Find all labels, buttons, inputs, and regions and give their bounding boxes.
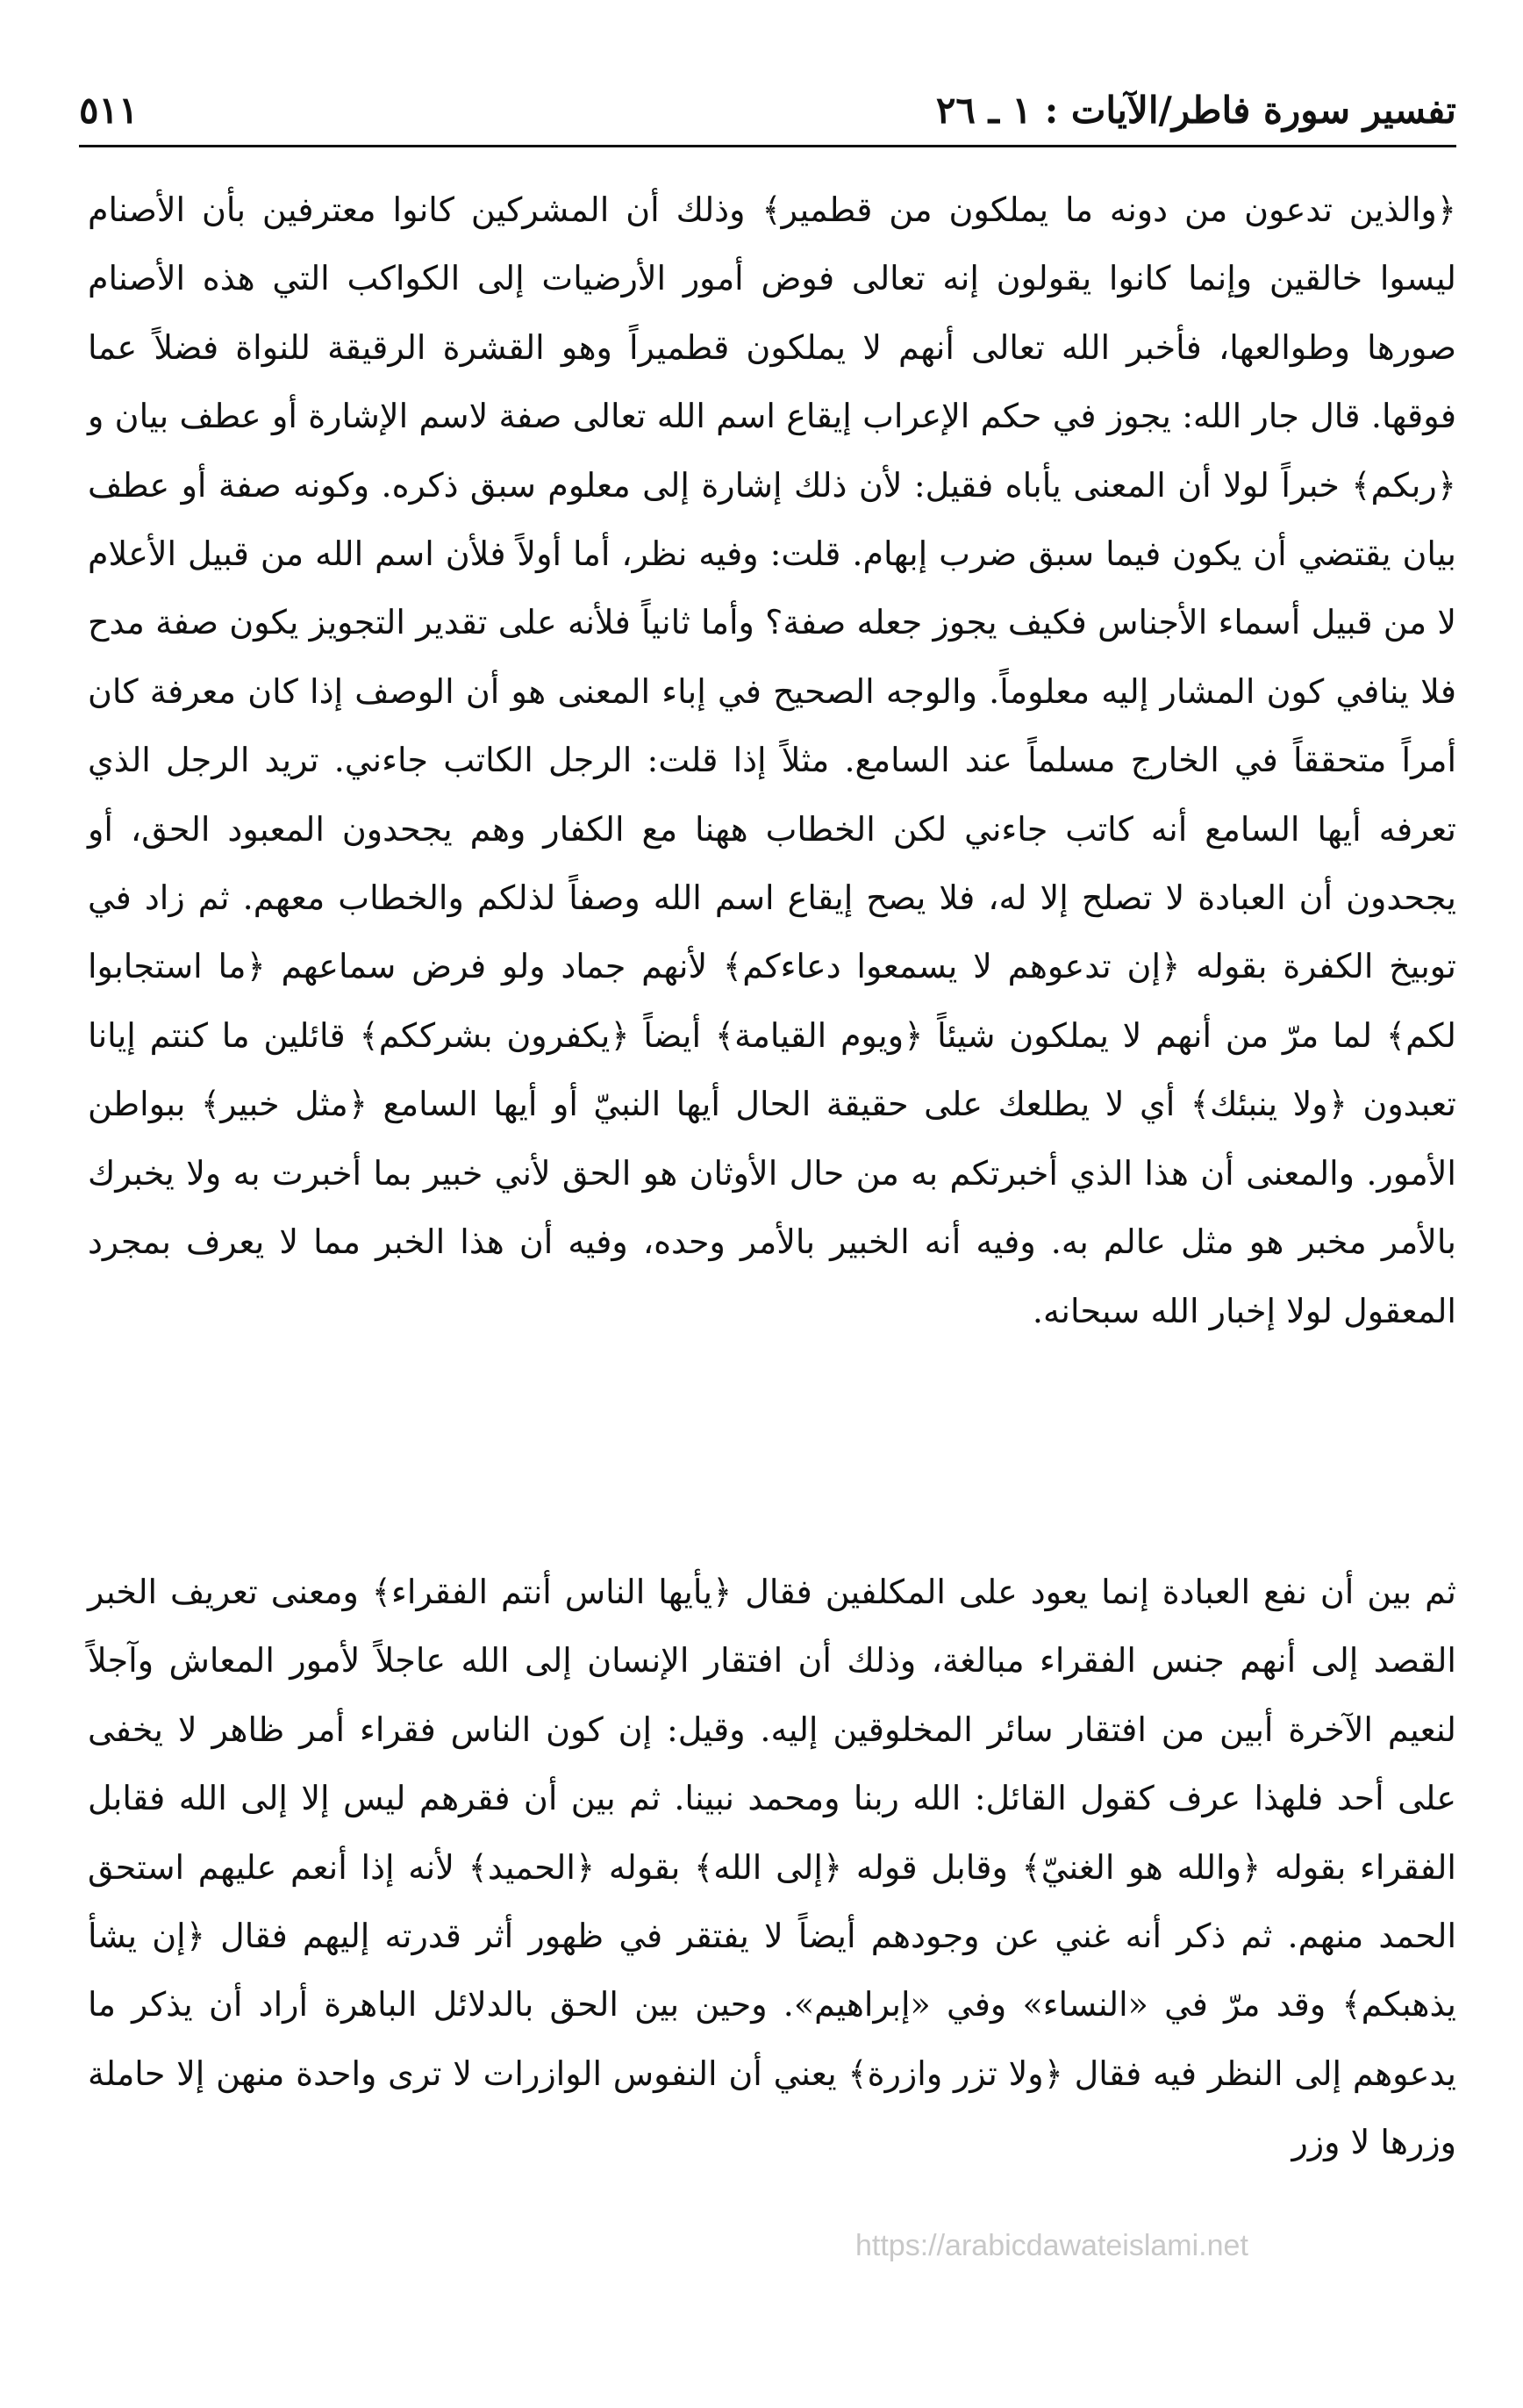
header-divider (79, 145, 1456, 147)
running-title: تفسير سورة فاطر/الآيات : ١ ـ ٢٦ (935, 89, 1456, 132)
page-number: ٥١١ (79, 89, 139, 132)
watermark-url: https://arabicdawateislami.net (855, 2229, 1248, 2262)
page-header (79, 83, 1456, 145)
body-paragraph: ﴿والذين تدعون من دونه ما يملكون من قطمير﴾ وذلك أن المشركين كانوا معترفين بأن الأصنام ليسوا خالقين وإنما كانوا يقولون إنه تعالى فوض أمور الأرضيات إلى الكواكب التي هذه الأصنام صورها وطوالعها، فأخبر الله تعالى أنهم لا يملكون قطميراً وهو القشرة الرقيقة للنواة فضلاً عما فوقها. قال جار الله: يجوز في حكم الإعراب إيقاع اسم الله تعالى صفة لاسم الإشارة أو عطف بيان و ﴿ربكم﴾ خبراً لولا أن المعنى يأباه فقيل: لأن ذلك إشارة إلى معلوم سبق ذكره. وكونه صفة أو عطف بيان يقتضي أن يكون فيما سبق ضرب إبهام. قلت: وفيه نظر، أما أولاً فلأن اسم الله من قبيل الأعلام لا من قبيل أسماء الأجناس فكيف يجوز جعله صفة؟ وأما ثانياً فلأنه على تقدير التجويز يكون صفة مدح فلا ينافي كون المشار إليه معلوماً. والوجه الصحيح في إباء المعنى هو أن الوصف إذا كان معرفة كان أمراً متحققاً في الخارج مسلماً عند السامع. مثلاً إذا قلت: الرجل الكاتب جاءني. تريد الرجل الذي تعرفه أيها السامع أنه كاتب جاءني لكن الخطاب ههنا مع الكفار وهم يجحدون المعبود الحق، أو يجحدون أن العبادة لا تصلح إلا له، فلا يصح إيقاع اسم الله وصفاً لذلكم والخطاب معهم. ثم زاد في توبيخ الكفرة بقوله ﴿إن تدعوهم لا يسمعوا دعاءكم﴾ لأنهم جماد ولو فرض سماعهم ﴿ما استجابوا لكم﴾ لما مرّ من أنهم لا يملكون شيئاً ﴿ويوم القيامة﴾ أيضاً ﴿يكفرون بشرككم﴾ قائلين ما كنتم إيانا تعبدون ﴿ولا ينبئك﴾ أي لا يطلعك على حقيقة الحال أيها النبيّ أو أيها السامع ﴿مثل خبير﴾ ببواطن الأمور. والمعنى أن هذا الذي أخبرتكم به من حال الأوثان هو الحق لأني خبير بما أخبرت به ولا يخبرك بالأمر مخبر هو مثل عالم به. وفيه أنه الخبير بالأمر وحده، وفيه أن هذا الخبر مما لا يعرف بمجرد المعقول لولا إخبار الله سبحانه. (88, 190, 1456, 1330)
body-paragraph: ثم بين أن نفع العبادة إنما يعود على المكلفين فقال ﴿يأيها الناس أنتم الفقراء﴾ ومعنى تعريف الخبر القصد إلى أنهم جنس الفقراء مبالغة، وذلك أن افتقار الإنسان إلى الله عاجلاً لأمور المعاش وآجلاً لنعيم الآخرة أبين من افتقار سائر المخلوقين إليه. وقيل: إن كون الناس فقراء أمر ظاهر لا يخفى على أحد فلهذا عرف كقول القائل: الله ربنا ومحمد نبينا. ثم بين أن فقرهم ليس إلا إلى الله فقابل الفقراء بقوله ﴿والله هو الغنيّ﴾ وقابل قوله ﴿إلى الله﴾ بقوله ﴿الحميد﴾ لأنه إذا أنعم عليهم استحق الحمد منهم. ثم ذكر أنه غني عن وجودهم أيضاً لا يفتقر في ظهور أثر قدرته إليهم فقال ﴿إن يشأ يذهبكم﴾ وقد مرّ في «النساء» وفي «إبراهيم». وحين بين الحق بالدلائل الباهرة أراد أن يذكر ما يدعوهم إلى النظر فيه فقال ﴿ولا تزر وازرة﴾ يعني أن النفوس الوازرات لا ترى واحدة منهن إلا حاملة وزرها لا وزر (88, 1573, 1457, 2162)
